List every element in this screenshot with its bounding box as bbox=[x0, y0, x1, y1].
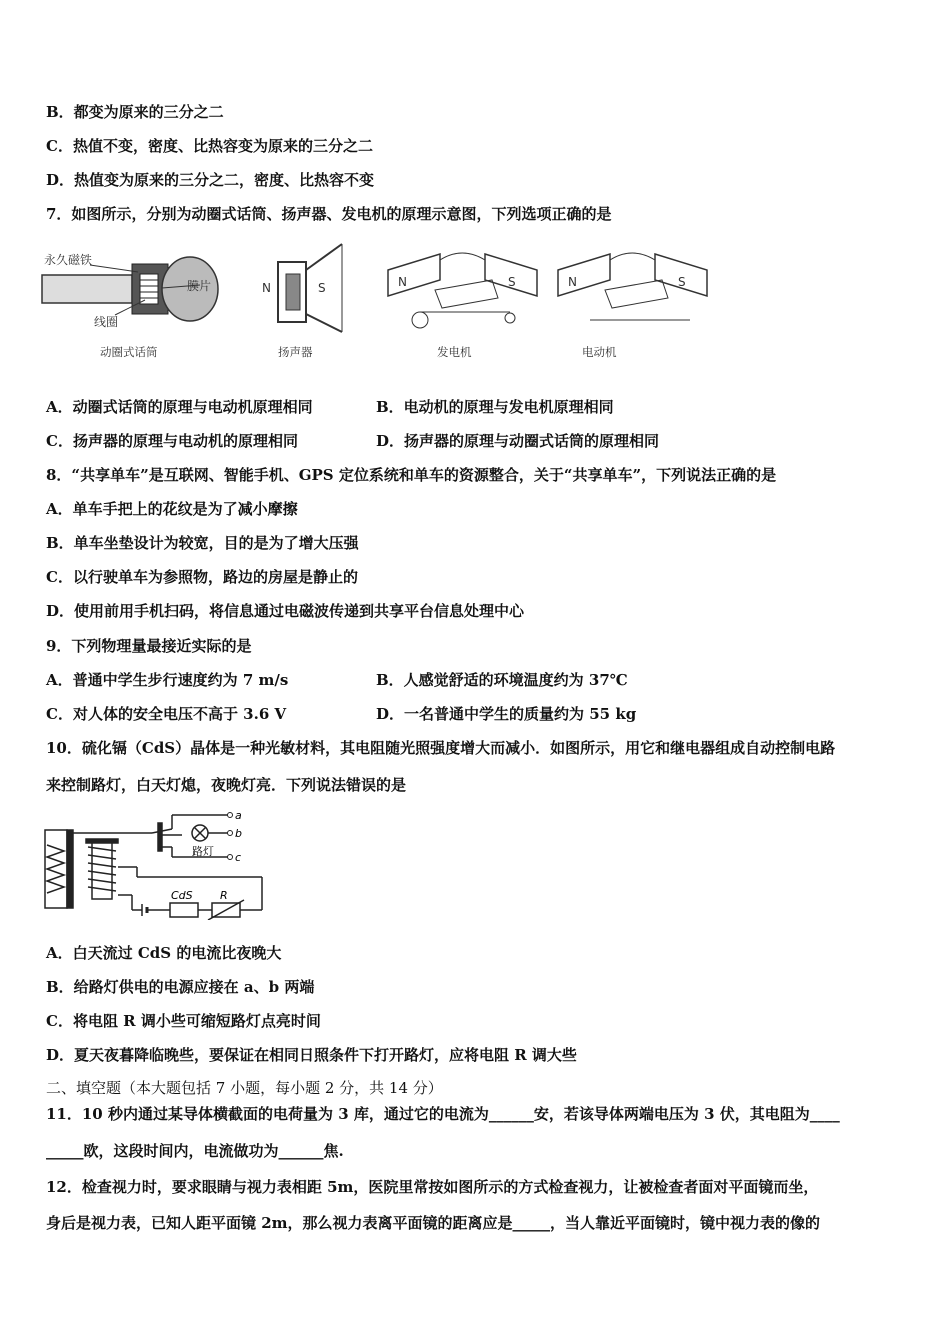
q9-option-a: A．普通中学生步行速度约为 7 m/s B．人感觉舒适的环境温度约为 37℃ bbox=[46, 671, 628, 689]
q7-stem: 7．如图所示，分别为动圈式话筒、扬声器、发电机的原理示意图，下列选项正确的是 bbox=[46, 205, 612, 223]
q12-line2: 身后是视力表，已知人距平面镜 2m，那么视力表离平面镜的距离应是_____，当人靠近平面镜时，镜中视力表的像的 bbox=[46, 1214, 821, 1232]
generator-pole-s: S bbox=[508, 275, 516, 289]
q9-stem: 9．下列物理量最接近实际的是 bbox=[46, 637, 252, 655]
motor-pole-n: N bbox=[568, 275, 577, 289]
q11-line2: _____欧，这段时间内，电流做功为______焦. bbox=[46, 1142, 344, 1160]
motor-pole-s: S bbox=[678, 275, 686, 289]
caption-microphone: 动圈式话筒 bbox=[100, 345, 158, 359]
motor-diagram bbox=[550, 240, 715, 335]
q10-option-a: A．白天流过 CdS 的电流比夜晚大 bbox=[46, 944, 282, 962]
q7-option-c: C．扬声器的原理与电动机的原理相同 D．扬声器的原理与动圈式话筒的原理相同 bbox=[46, 432, 660, 450]
q8-option-a: A．单车手把上的花纹是为了减小摩擦 bbox=[46, 500, 298, 518]
q9-option-c: C．对人体的安全电压不高于 3.6 V D．一名普通中学生的质量约为 55 kg bbox=[46, 705, 637, 723]
q10-stem-line1: 10．硫化镉（CdS）晶体是一种光敏材料，其电阻随光照强度增大而减小．如图所示，用它和继电器组成自动控制电路 bbox=[46, 739, 836, 757]
mic-label-diaphragm: 膜片 bbox=[187, 279, 212, 293]
microphone-diagram bbox=[40, 240, 230, 340]
q9-option-d: D．一名普通中学生的质量约为 55 kg bbox=[376, 705, 637, 723]
generator-diagram bbox=[380, 240, 545, 335]
q8-option-b: B．单车坐垫设计为较宽，目的是为了增大压强 bbox=[46, 534, 359, 552]
q8-option-c: C．以行驶单车为参照物，路边的房屋是静止的 bbox=[46, 568, 358, 586]
q10-option-c: C．将电阻 R 调小些可缩短路灯点亮时间 bbox=[46, 1012, 321, 1030]
q10-option-b: B．给路灯供电的电源应接在 a、b 两端 bbox=[46, 978, 315, 996]
section-2-heading: 二、填空题（本大题包括 7 小题，每小题 2 分，共 14 分） bbox=[46, 1079, 443, 1097]
cds-label: CdS bbox=[171, 889, 193, 902]
terminal-b: b bbox=[235, 827, 242, 840]
q10-option-d: D．夏天夜暮降临晚些，要保证在相同日照条件下打开路灯，应将电阻 R 调大些 bbox=[46, 1046, 577, 1064]
q12-line1: 12．检查视力时，要求眼睛与视力表相距 5m，医院里常按如图所示的方式检查视力，让被检查者面对平面镜而坐， bbox=[46, 1178, 819, 1196]
mic-label-coil: 线圈 bbox=[94, 315, 119, 329]
q8-stem: 8．“共享单车”是互联网、智能手机、GPS 定位系统和单车的资源整合，关于“共享单车”，下列说法正确的是 bbox=[46, 466, 777, 484]
resistor-label: R bbox=[220, 889, 228, 902]
q7-option-a: A．动圈式话筒的原理与电动机原理相同 B．电动机的原理与发电机原理相同 bbox=[46, 398, 614, 416]
caption-generator: 发电机 bbox=[437, 345, 472, 359]
q11-line1: 11．10 秒内通过某导体横截面的电荷量为 3 库，通过它的电流为______安，若该导体两端电压为 3 伏，其电阻为____ bbox=[46, 1105, 840, 1123]
speaker-pole-s: S bbox=[318, 281, 326, 295]
q6-option-d: D．热值变为原来的三分之二，密度、比热容不变 bbox=[46, 171, 375, 189]
q6-option-b: B．都变为原来的三分之二 bbox=[46, 103, 224, 121]
q10-circuit-diagram bbox=[42, 805, 282, 920]
speaker-diagram bbox=[250, 240, 360, 335]
speaker-pole-n: N bbox=[262, 281, 271, 295]
mic-label-magnet: 永久磁铁 bbox=[44, 253, 93, 267]
caption-speaker: 扬声器 bbox=[278, 345, 313, 359]
q7-option-d: D．扬声器的原理与动圈式话筒的原理相同 bbox=[376, 432, 660, 450]
terminal-c: c bbox=[235, 851, 242, 864]
q6-option-c: C．热值不变，密度、比热容变为原来的三分之二 bbox=[46, 137, 373, 155]
generator-pole-n: N bbox=[398, 275, 407, 289]
caption-motor: 电动机 bbox=[582, 345, 617, 359]
q10-stem-line2: 来控制路灯，白天灯熄，夜晚灯亮．下列说法错误的是 bbox=[46, 776, 407, 794]
q7-figure bbox=[40, 240, 686, 365]
q9-option-b: B．人感觉舒适的环境温度约为 37℃ bbox=[376, 671, 628, 689]
terminal-a: a bbox=[235, 809, 242, 822]
q8-option-d: D．使用前用手机扫码，将信息通过电磁波传递到共享平台信息处理中心 bbox=[46, 602, 525, 620]
q7-option-b: B．电动机的原理与发电机原理相同 bbox=[376, 398, 614, 416]
lamp-label: 路灯 bbox=[192, 845, 214, 858]
